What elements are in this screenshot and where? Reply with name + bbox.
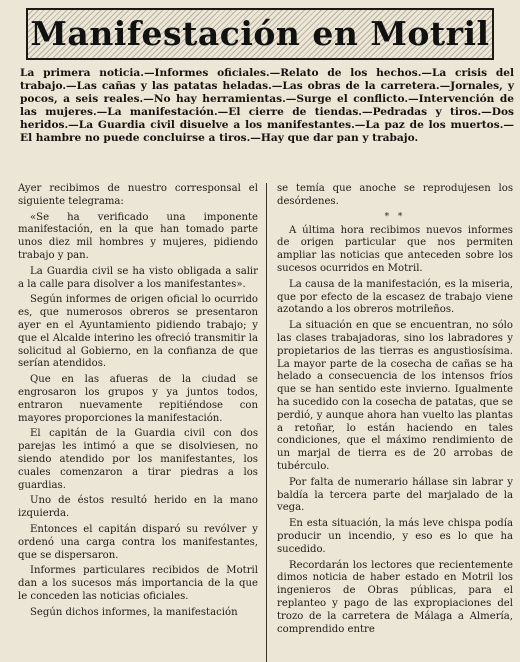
paragraph: Que en las afueras de la ciudad se engrosaron los grupos y ya juntos todos, entraron nuevamente repitiéndose con mayores proporciones la manifestación. xyxy=(18,374,258,424)
section-separator: * * xyxy=(384,211,406,222)
column-divider xyxy=(266,183,267,662)
headline-frame xyxy=(26,8,494,60)
paragraph: se temía que anoche se reprodujesen los desórdenes. xyxy=(277,183,513,207)
paragraph: Ayer recibimos de nuestro corresponsal el siguiente telegrama: xyxy=(18,183,258,207)
left-column xyxy=(18,183,258,662)
paragraph: Uno de éstos resultó herido en la mano izquierda. xyxy=(18,495,258,520)
paragraph: «Se ha verificado una imponente manifestación, en la que han tomado parte unos diez mil hombres y mujeres, pidiendo trabajo y pan. xyxy=(18,211,258,261)
summary-block: La primera noticia.—Informes oficiales.—Relato de los hechos.—La crisis del trabajo.—Las cañas y las patatas heladas.—Las obras de la carretera.—Jornales, y pocos, a seis reales.—No hay herramientas.—Surge el conflicto.—Intervención de las mujeres.—La manifestación.—El cierre de tiendas.—Pedradas y tiros.—Dos heridos.—La Guardia civil disuelve a los manifestantes.—La paz de los muertos.—El hambre no puede concluirse a tiros.—Hay que dar pan y trabajo. xyxy=(20,67,514,144)
paragraph: Según informes de origen oficial lo ocurrido es, que numerosos obreros se presentaron ayer en el Ayuntamiento pidiendo trabajo; y que el Alcalde interino les ofreció transmitir la solicitud al Gobierno, en la confianza de que serían atendidos. xyxy=(18,294,258,370)
paragraph: La Guardia civil se ha visto obligada a salir a la calle para disolver a los manifestantes». xyxy=(18,265,258,290)
paragraph: A última hora recibimos nuevos informes de origen particular que nos permiten ampliar las noticias que anteceden sobre los sucesos ocurridos en Motril. xyxy=(277,224,513,274)
paragraph: Según dichos informes, la manifestación xyxy=(30,606,238,618)
paragraph: Informes particulares recibidos de Motril dan a los sucesos más importancia de la que le conceden las noticias oficiales. xyxy=(18,565,258,602)
paragraph: La situación en que se encuentran, no sólo las clases trabajadoras, sino los labradores y propietarios de las tierras es angustiosísima. La mayor parte de la cosecha de cañas se ha helado a consecuencia de los intensos fríos que se han sentido este invierno. Igualmente ha sucedido con la cosecha de patatas, que se perdió, y aunque ahora han vuelto las plantas a retoñar, lo están haciendo en tales condiciones, que el máximo rendimiento de un marjal de tierra es de 20 arrobas de tubérculo. xyxy=(277,320,513,472)
headline: Manifestación en Motril xyxy=(30,14,490,53)
paragraph: Entonces el capitán disparó su revólver y ordenó una carga contra los manifestantes, que se dispersaron. xyxy=(18,523,258,561)
right-column xyxy=(277,183,513,639)
paragraph: Por falta de numerario hállase sin labrar y baldía la tercera parte del marjalado de la vega. xyxy=(277,476,513,514)
paragraph: Recordarán los lectores que recientemente dimos noticia de haber estado en Motril los ingenieros de Obras públicas, para el replanteo y pago de las expropiaciones del trozo de la carretera de Málaga a Almería, comprendido entre xyxy=(277,559,513,635)
paragraph: En esta situación, la más leve chispa podía producir un incendio, y eso es lo que ha sucedido. xyxy=(277,518,513,555)
paragraph: El capitán de la Guardia civil con dos parejas les intimó a que se disolviesen, no siendo atendido por los manifestantes, los cuales comenzaron a tirar piedras a los guardias. xyxy=(18,428,258,491)
paragraph: La causa de la manifestación, es la miseria, que por efecto de la escasez de trabajo viene azotando a los obreros motrileños. xyxy=(277,278,513,316)
